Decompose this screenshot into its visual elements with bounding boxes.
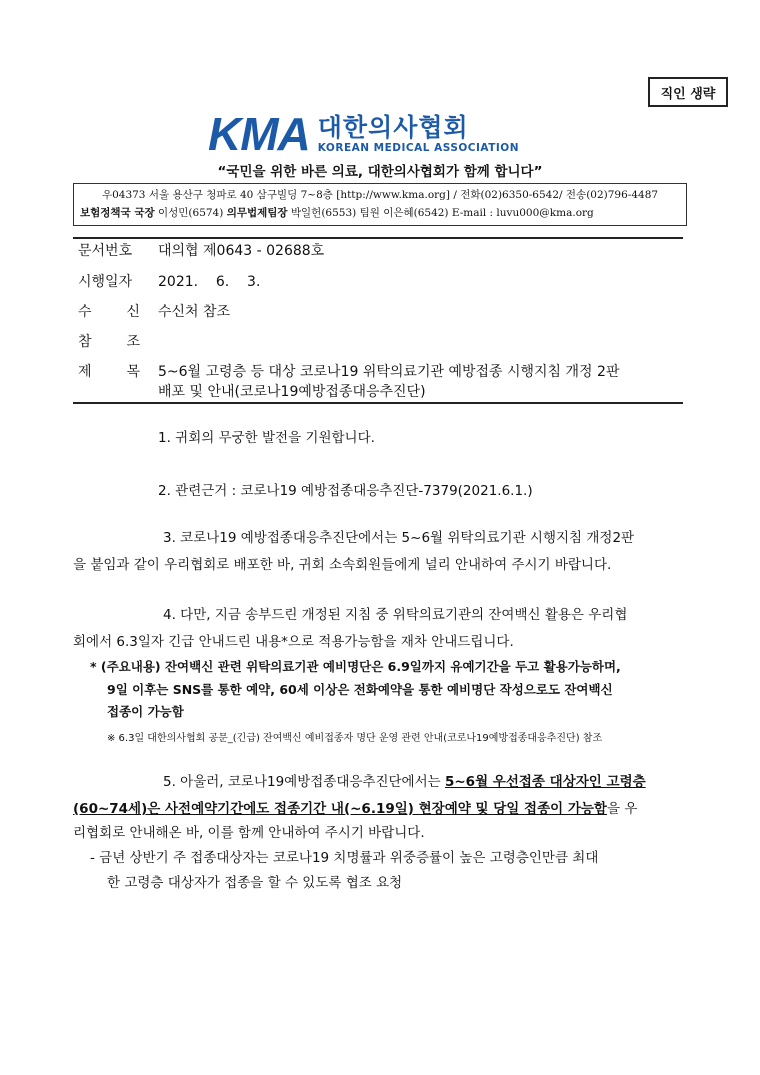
seal-omitted-box: 직인 생략 — [648, 77, 728, 107]
date: 2021. 6. 3. — [158, 274, 261, 290]
paragraph-3-line-2: 을 붙임과 같이 우리협회로 배포한 바, 귀회 소속회원들에게 널리 안내하여 주시기 바랍니다. — [73, 557, 612, 573]
paragraph-5-line-1: 5. 아울러, 코로나19예방접종대응추진단에서는 5~6월 우선접종 대상자인 고령층 — [163, 774, 646, 790]
paragraph-5-line-2: (60~74세)은 사전예약기간에도 접종기간 내(~6.19일) 현장예약 및 당일 접종이 가능함을 우 — [73, 801, 638, 817]
doc-number: 대의협 제0643 - 02688호 — [158, 243, 325, 259]
key-note-line-1: * (주요내용) 잔여백신 관련 위탁의료기관 예비명단은 6.9일까지 유예기간을 두고 활용가능하며, — [90, 659, 621, 674]
paragraph-3-line-1: 3. 코로나19 예방접종대응추진단에서는 5~6월 위탁의료기관 시행지침 개정2판 — [163, 530, 635, 546]
subject-line-1: 5~6월 고령층 등 대상 코로나19 위탁의료기관 예방접종 시행지침 개정 2판 — [158, 364, 620, 380]
paragraph-2: 2. 관련근거 : 코로나19 예방접종대응추진단-7379(2021.6.1.) — [158, 483, 533, 499]
logo-english: KOREAN MEDICAL ASSOCIATION — [317, 142, 520, 154]
logo-korean: 대한의사협회 — [317, 113, 469, 142]
header-rule-top — [73, 237, 683, 239]
logo-letters: KMA — [208, 108, 310, 160]
paragraph-1: 1. 귀회의 무궁한 발전을 기원합니다. — [158, 430, 375, 446]
paragraph-5-line-3: 리협회로 안내해온 바, 이를 함께 안내하여 주시기 바랍니다. — [73, 825, 425, 841]
header-rule-bottom — [73, 402, 683, 404]
subject-line-2: 배포 및 안내(코로나19예방접종대응추진단) — [158, 384, 426, 400]
address-box — [73, 183, 687, 226]
recipient: 수신처 참조 — [158, 304, 231, 320]
paragraph-4-line-2: 회에서 6.3일자 긴급 안내드린 내용*으로 적용가능함을 재차 안내드립니다. — [73, 634, 514, 650]
slogan: “국민을 위한 바른 의료, 대한의사협회가 함께 합니다” — [217, 164, 543, 180]
address-line: 우04373 서울 용산구 청파로 40 삼구빌딩 7~8층 [http://www.kma.org] / 전화(02)6350-6542/ 전송(02)796-4487 — [101, 189, 659, 201]
paragraph-4-line-1: 4. 다만, 지금 송부드린 개정된 지침 중 위탁의료기관의 잔여백신 활용은 우리협 — [163, 607, 628, 623]
key-note-line-2: 9일 이후는 SNS를 통한 예약, 60세 이상은 전화예약을 통한 예비명단 작성으로도 잔여백신 — [107, 682, 613, 697]
kma-logo — [208, 108, 520, 160]
contact-line: 보험정책국 국장 이성민(6574) 의무법제팀장 박일헌(6553) 팀원 이은혜(6542) E-mail : luvu000@kma.org — [80, 207, 594, 219]
reference-note: ※ 6.3일 대한의사협회 공문_(긴급) 잔여백신 예비접종자 명단 운영 관련 안내(코로나19예방접종대응추진단) 참조 — [107, 733, 603, 744]
request-line-1: - 금년 상반기 주 접종대상자는 코로나19 치명률과 위중증률이 높은 고령층인만큼 최대 — [90, 850, 599, 866]
request-line-2: 한 고령층 대상자가 접종을 할 수 있도록 협조 요청 — [107, 875, 403, 891]
key-note-line-3: 접종이 가능함 — [107, 704, 184, 719]
